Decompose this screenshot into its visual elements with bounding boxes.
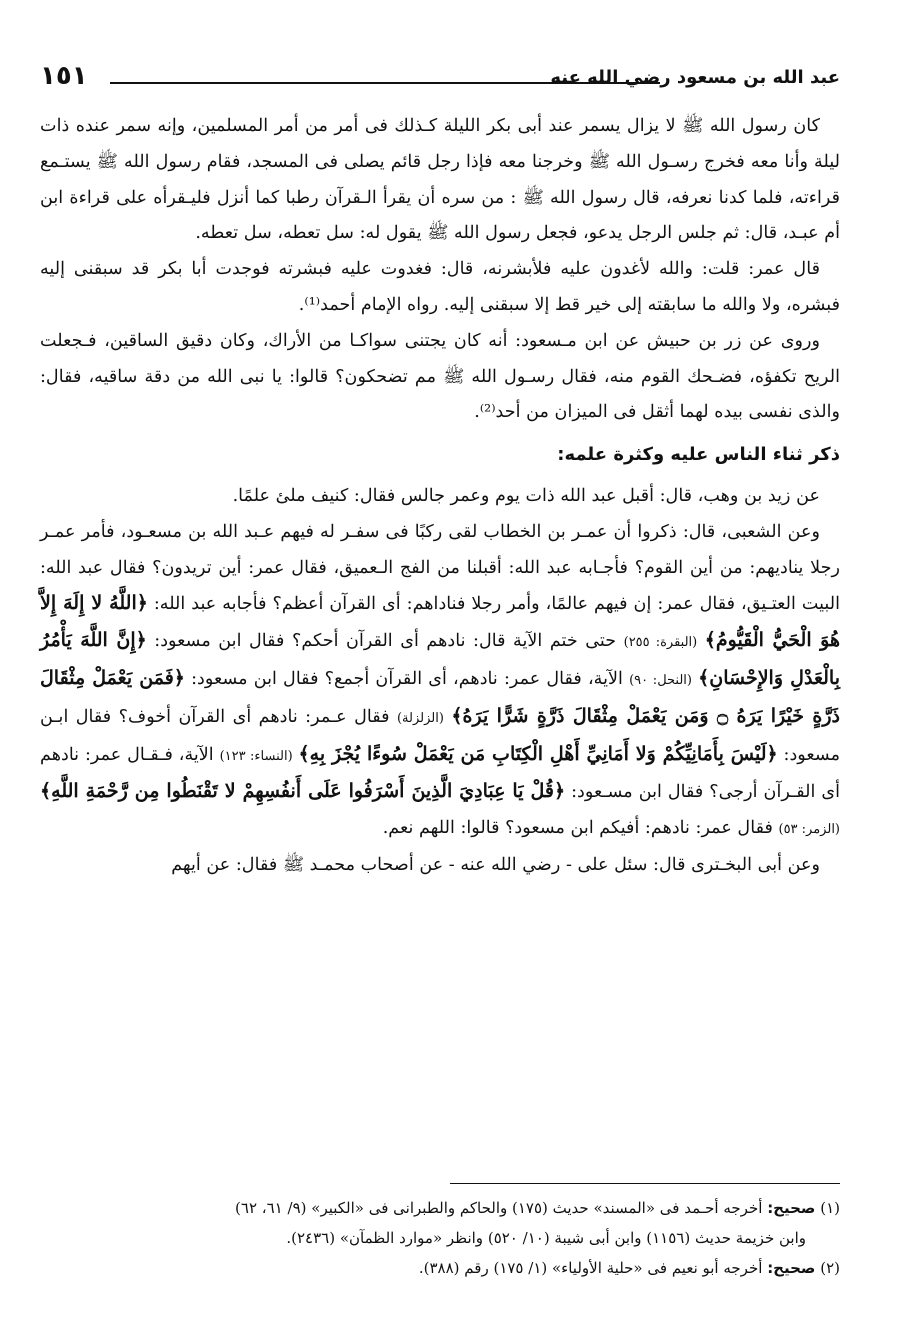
footnote-grade: صحيح: (767, 1259, 816, 1277)
paragraph-3: وروى عن زر بن حبيش عن ابن مـسعود: أنه كان يجتنى سواكـا من الأراك، وكان دقيق الساقين، فـجعلت الريح تكفؤه، فضـحك القوم منه، فقال رسـول الله ﷺ مم تضحكون؟ قالوا: يا نبى الله من دقة ساقيه، فقال: والذى نفسى بيده لهما أثقل فى الميزان من أحد⁽²⁾. (40, 330, 840, 423)
text-segment: الآية، فـقـال عمر: نادهم أى القـرآن أرجى؟ فقال ابن مسـعود: (40, 744, 841, 803)
verse-reference: (البقرة: ٢٥٥) (623, 635, 698, 651)
running-title: عبد الله بن مسعود رضي الله عنه (550, 67, 840, 88)
text-segment: الآية، فقال عمر: نادهم، أى القرآن أجمع؟ فقال ابن مسعود: (191, 668, 623, 689)
text-segment: حتى ختم الآية قال: نادهم أى القرآن أحكم؟ فقال ابن مسعود: (154, 631, 617, 652)
running-head (40, 61, 840, 101)
quran-verse: ﴿قُلْ يَا عِبَادِيَ الَّذِينَ أَسْرَفُوا عَلَى أَنفُسِهِمْ لا تَقْنَطُوا مِن رَّحْمَةِ اللَّهِ﴾ (40, 780, 566, 803)
verse-reference: (الزمر: ٥٣) (778, 822, 840, 838)
section-heading: ذكر ثناء الناس عليه وكثرة علمه: (557, 444, 840, 466)
footnote-1 (40, 1193, 840, 1223)
paragraph-4: عن زيد بن وهب، قال: أقبل عبد الله ذات يوم وعمر جالس فقال: كنيف ملئ علمًا. (232, 485, 820, 506)
footnotes (40, 1193, 840, 1283)
footnote-grade: صحيح: (767, 1199, 816, 1217)
text-segment: فقال عـمر: نادهم أى القرآن أخوف؟ فقال ابـن مسعود: (40, 706, 840, 765)
quran-verse: ﴿إِنَّ اللَّهَ يَأْمُرُ بِالْعَدْلِ وَالإِحْسَانِ﴾ (40, 629, 840, 689)
quran-verse: ﴿اللَّهُ لا إِلَهَ إِلاَّ هُوَ الْحَيُّ الْقَيُّومُ﴾ (40, 592, 840, 652)
text-segment: فقال عمر: نادهم: أفيكم ابن مسعود؟ قالوا: اللهم نعم. (382, 818, 773, 839)
footnote-rule (450, 1183, 840, 1184)
paragraph-5 (40, 515, 840, 848)
page-number: ١٥١ (40, 61, 88, 91)
footnote-1-continuation: وابن خزيمة حديث (١١٥٦) وابن أبى شيبة (١٠/ ٥٢٠) وانظر «موارد الظمآن» (٢٤٣٦). (286, 1229, 806, 1247)
verse-reference: (الزلزلة) (396, 710, 444, 726)
quran-verse: ﴿فَمَن يَعْمَلْ مِثْقَالَ ذَرَّةٍ خَيْرًا يَرَهُ ۝ وَمَن يَعْمَلْ مِثْقَالَ ذَرَّةٍ شَرًّا يَرَهُ﴾ (40, 666, 841, 727)
verse-reference: (النحل: ٩٠) (629, 672, 692, 688)
footnote-text: أخرجه أبو نعيم فى «حلية الأولياء» (١/ ١٧٥) رقم (٣٨٨). (418, 1259, 763, 1277)
footnote-number: (٢) (820, 1259, 840, 1277)
footnote-2 (40, 1253, 840, 1283)
paragraph-2: قال عمر: قلت: والله لأغدون عليه فلأبشرنه، قال: فغدوت عليه فبشرته فوجدت أبا بكر قد سبقنى إليه فبشره، ولا والله ما سابقته إلى خير قط إلا سبقنى إليه. رواه الإمام أحمد⁽¹⁾. (40, 259, 840, 315)
footnote-number: (١) (820, 1199, 840, 1217)
body-text (40, 109, 840, 884)
footnote-text: أخرجه أحـمد فى «المسند» حديث (١٧٥) والحاكم والطبرانى فى «الكبير» (٩/ ٦١، ٦٢) (235, 1199, 763, 1217)
paragraph-1: كان رسول الله ﷺ لا يزال يسمر عند أبى بكر الليلة كـذلك فى أمر من أمر المسلمين، وإنه سمر عنده ذات ليلة وأنا معه فخرج رسـول الله ﷺ وخرجنا معه فإذا رجل قائم يصلى فى المسجد، فقام رسول الله ﷺ يستـمع قراءته، فلما كدنا نعرفه، قال رسول الله ﷺ : من سره أن يقرأ الـقرآن رطبا كما أنزل فليـقرأه على قراءة ابن أم عبـد، قال: ثم جلس الرجل يدعو، فجعل رسول الله ﷺ يقول له: سل تعطه، سل تعطه. (40, 116, 840, 244)
text-segment: وعن الشعبى، قال: ذكروا أن عمـر بن الخطاب لقى ركبًا فى سفـر له فيهم عـبد الله بن مسعـود، فأمر عمـر رجلا يناديهم: من أين القوم؟ فأجـابه عبد الله: أقبلنا من الفج الـعميق، فقال عمر: أين تريدون؟ فقال عبد الله: البيت العتـيق، فقال عمر: إن فيهم عالمًا، وأمر رجلا فناداهم: أى القرآن أعظم؟ فأجابه عبد الله: (40, 521, 840, 615)
header-rule (110, 82, 660, 84)
verse-reference: (النساء: ١٢٣) (219, 748, 293, 764)
paragraph-6: وعن أبى البخـترى قال: سئل على - رضي الله عنه - عن أصحاب محمـد ﷺ فقال: عن أيهم (171, 854, 820, 875)
book-page (40, 55, 840, 1295)
quran-verse: ﴿لَيْسَ بِأَمَانِيِّكُمْ وَلا أَمَانِيِّ أَهْلِ الْكِتَابِ مَن يَعْمَلْ سُوءًا يُجْزَ بِهِ﴾ (298, 742, 778, 765)
